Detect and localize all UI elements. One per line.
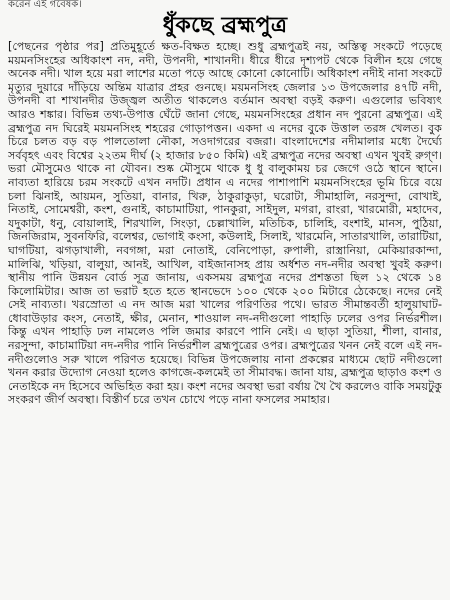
previous-article-fragment: করেন এই গবেষক।	[8, 0, 82, 10]
article-body	[8, 40, 442, 598]
article-headline: ধুঁকছে ব্রহ্মপুত্র	[162, 12, 288, 38]
article-paragraph: [পেছনের পৃষ্ঠার পর] প্রতিমুহূর্তে ক্ষত-বিক্ষত হচ্ছে। শুধু ব্রহ্মপুত্রই নয়, অস্তিত্ব সংকটে পড়েছে ময়মনসিংহের অধিকাংশ নদ, নদী, উপনদী, শাখানদী। ধীরে ধীরে দৃশ্যপট থেকে বিলীন হয়ে গেছে অনেক নদী। খাল হয়ে মরা লাশের মতো পড়ে আছে কোনো কোনোটি। অধিকাংশ নদীই নানা সংকটে মৃত্যুর দুয়ারে দাঁড়িয়ে অন্তিম যাত্রার প্রহর গুনছে। ময়মনসিংহ জেলার ১৩ উপজেলার ৪৭টি নদী, উপনদী বা শাখানদীর উজ্জ্বল অতীত থাকলেও বর্তমান অবস্থা বড়ই করুণ। এগুলোর ভবিষ্যৎ আরও শঙ্কার। বিভিন্ন তথ্য-উপাত্ত ঘেঁটে জানা গেছে, ময়মনসিংহের প্রধান নদ পুরনো ব্রহ্মপুত্র। এই ব্রহ্মপুত্র নদ ঘিরেই ময়মনসিংহ শহরের গোড়াপত্তন। একদা এ নদের বুকে উত্তাল তরঙ্গ খেলত। বুক চিরে চলত বড় বড় পালতোলা নৌকা, সওদাগরের বজরা। বাংলাদেশের নদীমালার মধ্যে দৈর্ঘ্যে সর্ববৃহৎ এবং বিশ্বের ২২তম দীর্ঘ (২ হাজার ৮৫০ কিমি) এই ব্রহ্মপুত্র নদের অবস্থা এখন খুবই রুগ্ণ। ভরা মৌসুমেও থাকে না যৌবন। শুষ্ক মৌসুমে থাকে ধু ধু বালুকাময় চর জেগে ওঠে স্থানে স্থানে। নাব্যতা হারিয়ে চরম সংকটে এখন নদটি। প্রধান এ নদের পাশাপাশি ময়মনসিংহের ভূমি চিরে বয়ে চলা ঝিনাই, আয়মন, সুতিয়া, বানার, খিরু, ঠাকুরাকুড়া, ঘরোটা, সীমাহালি, নরসুন্দা, বোখাই, নিতাই, সোমেশ্বরী, কংশ, গুনাই, কাচামাটিয়া, পানকুরা, সাইদুল, মগরা, রাংরা, খারমোরী, মহাদেব, যদুকাটা, ধনু, বোয়ালাই, শিরখালি, সিংড়া, চেল্লাখালি, মতিচিক, চালিহি, বংশাই, মানস, পুঠিয়া, জিনজিরাম, সুবনফিরি, বলেশ্বর, ভোগাই কংসা, কউলাই, সিলাই, খারমেনি, সাতারখালি, তারাটিয়া, ঘাগটিয়া, ঝগড়াখালী, নবগঙ্গা, মরা নোতাই, বেনিপোড়া, রুপালী, রাস্ত্রানিয়া, মেকিয়ারকান্দা, মালিঝি, খড়িয়া, বালুয়া, আনই, আখিল, বাইজানাসহ প্রায় অর্ধশত নদ-নদীর অবস্থা খুবই করুণ। স্থানীয় পানি উন্নয়ন বোর্ড সূত্র জানায়, একসময় ব্রহ্মপুত্র নদের প্রশস্ততা ছিল ১২ থেকে ১৪ কিলোমিটার। আজ তা ভরাট হতে হতে স্থানভেদে ১০০ থেকে ২০০ মিটারে ঠেকেছে। নদের নেই সেই নাব্যতা। খরস্রোতা এ নদ আজ মরা খালের পরিণতির পথে। ভারত সীমান্তবর্তী হালুয়াঘাট-ধোবাউড়ার কংস, নেতাই, ক্ষীর, মেনান, শাওয়াল নদ-নদীগুলো পাহাড়ি ঢলের ওপর নির্ভরশীল। কিন্তু এখন পাহাড়ি ঢল নামলেও পলি জমার কারণে পানি নেই। এ ছাড়া সুতিয়া, শীলা, বানার, নরসুন্দা, কাচামাটিয়া নদ-নদীর পানি নির্ভরশীল ব্রহ্মপুত্রের ওপর। ব্রহ্মপুত্রের খনন নেই বলে এই নদ-নদীগুলোও সরু খালে পরিণত হয়েছে। বিভিন্ন উপজেলায় নানা প্রকল্পের মাধ্যমে ছোট নদীগুলো খনন করার উদ্যোগ নেওয়া হলেও কাগজে-কলমেই তা সীমাবদ্ধ। জানা যায়, ব্রহ্মপুত্র ছাড়াও কংশ ও নেতাইকে নদ হিসেবে অভিহিত করা হয়। কংশ নদের অবস্থা ভরা বর্ষায় খৈ খৈ করলেও বাকি সময়টুকু সংকরণ জীর্ণ অবস্থা। বিস্তীর্ণ চরে তখন চোখে পড়ে নানা ফসলের সমাহার।	[8, 40, 442, 407]
